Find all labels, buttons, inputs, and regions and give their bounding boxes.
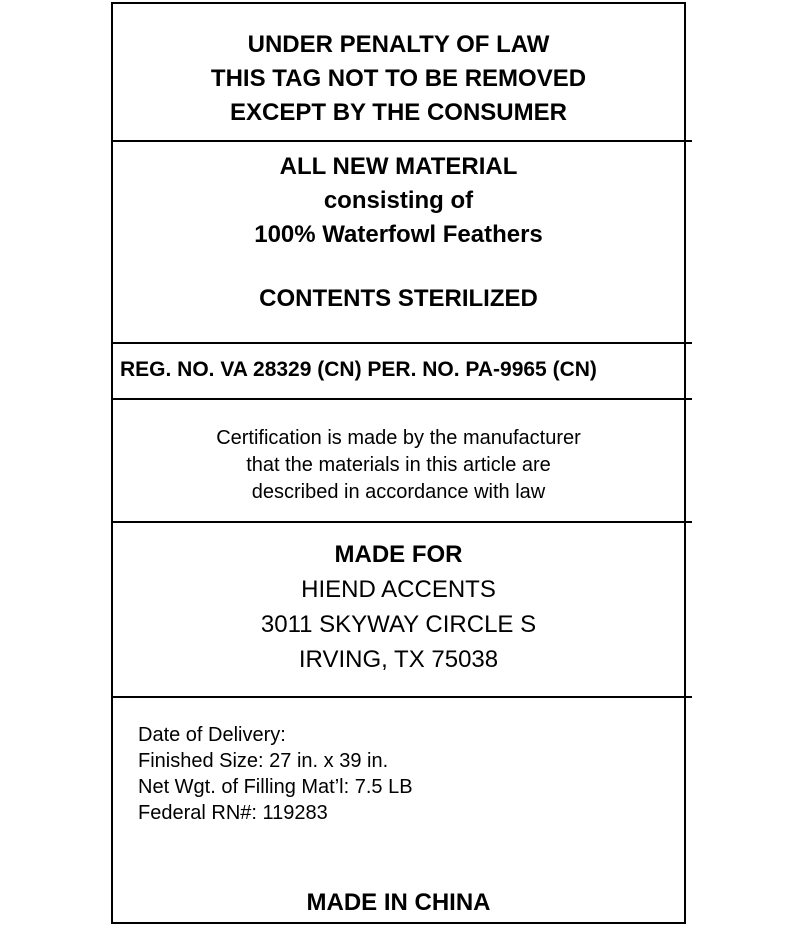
divider	[111, 398, 692, 400]
finished-size: Finished Size: 27 in. x 39 in.	[138, 750, 389, 772]
divider	[111, 342, 692, 344]
certification-line-3: described in accordance with law	[251, 481, 546, 503]
divider	[111, 696, 692, 698]
divider	[111, 140, 692, 142]
company-name: HIEND ACCENTS	[301, 576, 496, 603]
details-section	[138, 722, 684, 826]
sterilized-line: CONTENTS STERILIZED	[259, 285, 538, 312]
made-for-heading: MADE FOR	[334, 541, 463, 568]
registration-numbers: REG. NO. VA 28329 (CN) PER. NO. PA-9965 (CN)	[120, 358, 597, 381]
warning-line-2: THIS TAG NOT TO BE REMOVED	[210, 65, 587, 92]
origin-section	[113, 886, 684, 920]
warning-section	[113, 28, 684, 130]
certification-line-1: Certification is made by the manufacturer	[216, 427, 581, 449]
divider	[111, 521, 692, 523]
certification-section	[113, 425, 684, 506]
federal-rn: Federal RN#: 119283	[138, 802, 328, 824]
registration-section	[120, 356, 684, 384]
material-line-1: ALL NEW MATERIAL	[279, 153, 518, 180]
warning-line-3: EXCEPT BY THE CONSUMER	[230, 99, 567, 126]
material-line-3: 100% Waterfowl Feathers	[254, 221, 543, 248]
filling-weight: Net Wgt. of Filling Mat’l: 7.5 LB	[138, 776, 413, 798]
certification-line-2: that the materials in this article are	[246, 454, 551, 476]
material-line-2: consisting of	[323, 187, 474, 214]
made-for-section	[113, 537, 684, 677]
country-of-origin: MADE IN CHINA	[306, 889, 491, 916]
material-section	[113, 150, 684, 316]
delivery-date: Date of Delivery:	[138, 724, 286, 746]
city-state-zip: IRVING, TX 75038	[298, 646, 499, 673]
street-address: 3011 SKYWAY CIRCLE S	[260, 611, 537, 638]
warning-line-1: UNDER PENALTY OF LAW	[247, 31, 550, 58]
law-tag	[111, 2, 686, 924]
